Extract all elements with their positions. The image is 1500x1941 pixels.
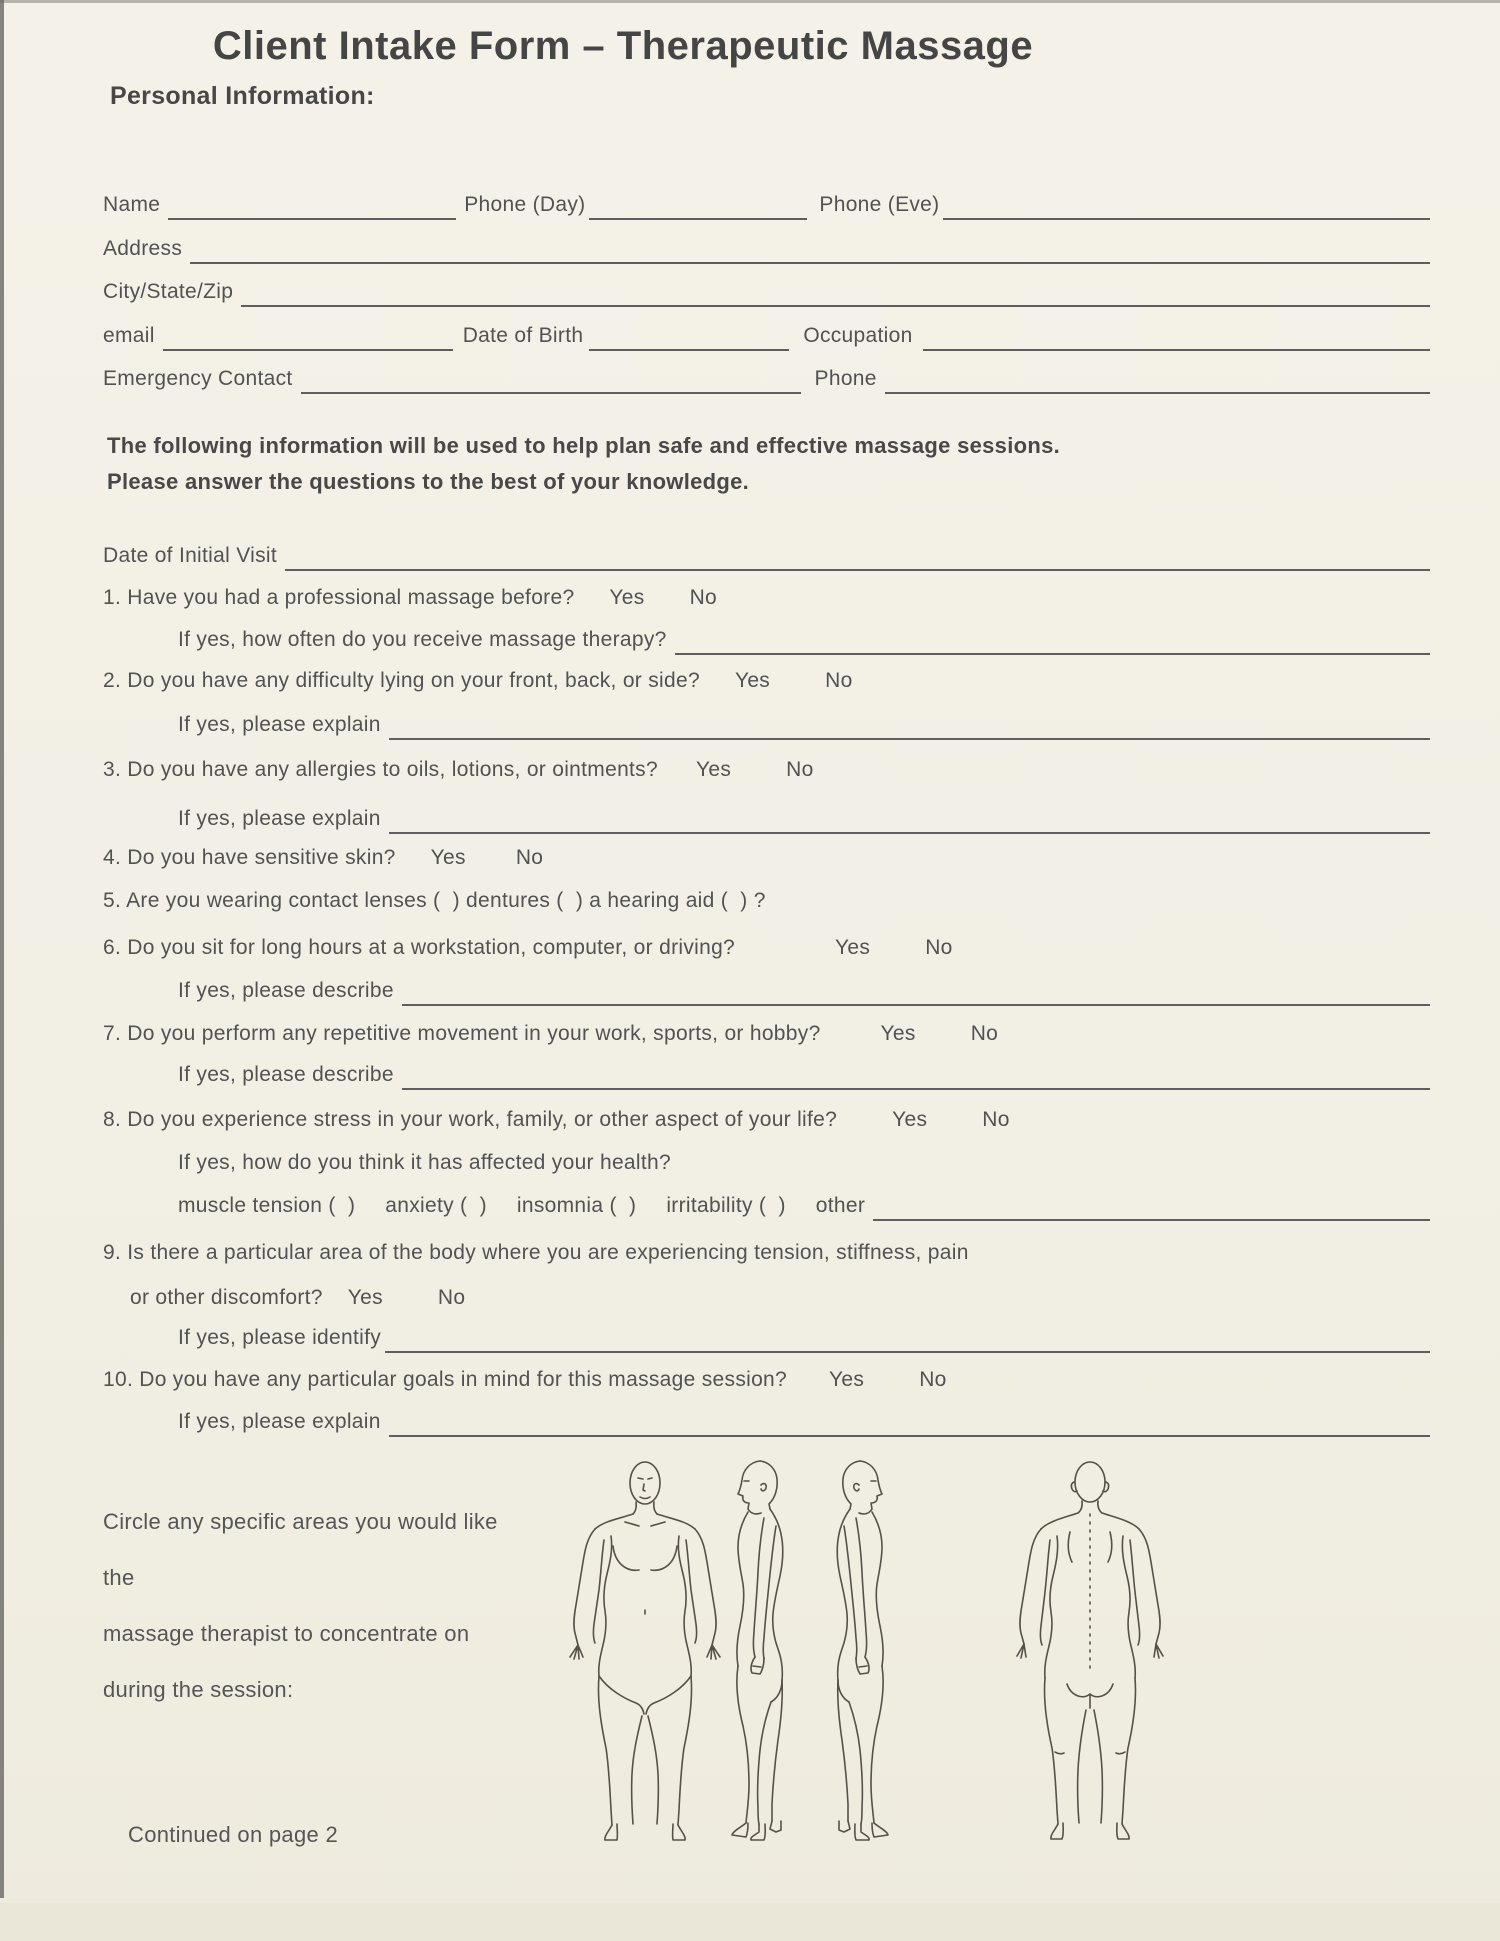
initial-visit-label: Date of Initial Visit bbox=[103, 544, 277, 567]
phone-eve-label: Phone (Eve) bbox=[819, 193, 940, 216]
q6-yes-option[interactable]: Yes bbox=[835, 936, 871, 959]
occupation-label: Occupation bbox=[803, 324, 913, 347]
field-row-email-dob-occupation bbox=[103, 323, 1430, 353]
email-label: email bbox=[103, 324, 155, 347]
q10-followup-line[interactable] bbox=[389, 1435, 1430, 1437]
page-title: Client Intake Form – Therapeutic Massage bbox=[212, 24, 1034, 68]
field-row-address bbox=[103, 236, 1430, 266]
q1-followup-line[interactable] bbox=[675, 653, 1430, 655]
emergency-phone-label: Phone bbox=[814, 367, 877, 390]
field-row-city-state-zip bbox=[103, 279, 1430, 309]
intro-line-1: The following information will be used to help plan safe and effective massage sessions. bbox=[107, 433, 1061, 458]
q6-followup-label: If yes, please describe bbox=[178, 979, 394, 1002]
q8-no-option[interactable]: No bbox=[982, 1108, 1010, 1131]
city-state-zip-label: City/State/Zip bbox=[103, 280, 234, 303]
q7-followup-label: If yes, please describe bbox=[178, 1063, 394, 1086]
question-4-row bbox=[103, 845, 1430, 875]
occupation-field-line[interactable] bbox=[923, 349, 1430, 351]
body-chart-instruction-line-2: massage therapist to concentrate on bbox=[103, 1621, 470, 1646]
q8-followup-label: If yes, how do you think it has affected your health? bbox=[178, 1151, 671, 1174]
right-profile-figure[interactable] bbox=[837, 1461, 888, 1840]
q8-option-other-label: other bbox=[815, 1194, 866, 1217]
city-state-zip-field-line[interactable] bbox=[241, 305, 1430, 307]
body-chart-instruction-line-1: Circle any specific areas you would like the bbox=[103, 1509, 498, 1590]
question-4-text: 4. Do you have sensitive skin? bbox=[103, 846, 396, 869]
emergency-contact-label: Emergency Contact bbox=[103, 367, 293, 390]
q10-yes-option[interactable]: Yes bbox=[829, 1368, 865, 1391]
q1-no-option[interactable]: No bbox=[689, 586, 718, 609]
question-2-followup-row bbox=[178, 712, 1430, 742]
question-5-row bbox=[103, 888, 1430, 918]
question-7-text: 7. Do you perform any repetitive movement in your work, sports, or hobby? bbox=[103, 1022, 821, 1045]
question-9-row bbox=[103, 1240, 1430, 1270]
q1-yes-option[interactable]: Yes bbox=[609, 586, 645, 609]
left-profile-figure[interactable] bbox=[732, 1461, 783, 1840]
q1-followup-label: If yes, how often do you receive massage therapy? bbox=[178, 628, 667, 651]
question-6-text: 6. Do you sit for long hours at a workstation, computer, or driving? bbox=[103, 936, 736, 959]
intro-paragraph bbox=[107, 428, 1107, 500]
phone-eve-field-line[interactable] bbox=[943, 218, 1430, 220]
question-10-row bbox=[103, 1367, 1430, 1397]
q2-no-option[interactable]: No bbox=[825, 669, 853, 692]
q8-other-line[interactable] bbox=[873, 1219, 1430, 1221]
email-field-line[interactable] bbox=[163, 349, 453, 351]
q6-no-option[interactable]: No bbox=[925, 936, 953, 959]
address-label: Address bbox=[103, 237, 183, 260]
q8-option-insomnia[interactable]: insomnia ( ) bbox=[516, 1194, 637, 1217]
question-10-text: 10. Do you have any particular goals in mind for this massage session? bbox=[103, 1368, 788, 1391]
q2-yes-option[interactable]: Yes bbox=[734, 669, 771, 692]
body-diagram[interactable] bbox=[455, 1452, 1185, 1852]
question-9-text-2: or other discomfort? bbox=[130, 1286, 323, 1309]
q8-option-anxiety[interactable]: anxiety ( ) bbox=[385, 1194, 487, 1217]
emergency-contact-field-line[interactable] bbox=[301, 392, 801, 394]
q7-followup-line[interactable] bbox=[402, 1088, 1430, 1090]
q9-no-option[interactable]: No bbox=[437, 1286, 466, 1309]
question-3-text: 3. Do you have any allergies to oils, lotions, or ointments? bbox=[103, 758, 658, 781]
q2-followup-line[interactable] bbox=[389, 738, 1430, 740]
date-of-birth-label: Date of Birth bbox=[462, 324, 584, 347]
address-field-line[interactable] bbox=[190, 262, 1430, 264]
q7-yes-option[interactable]: Yes bbox=[880, 1022, 916, 1045]
q8-option-muscle-tension[interactable]: muscle tension ( ) bbox=[178, 1194, 356, 1217]
field-row-initial-visit bbox=[103, 543, 1430, 573]
question-9-followup-row bbox=[178, 1325, 1430, 1355]
question-1-followup-row bbox=[178, 627, 1430, 657]
field-row-emergency-contact bbox=[103, 366, 1430, 396]
q10-followup-label: If yes, please explain bbox=[178, 1410, 381, 1433]
q2-followup-label: If yes, please explain bbox=[178, 713, 381, 736]
q3-followup-label: If yes, please explain bbox=[178, 807, 381, 830]
q3-followup-line[interactable] bbox=[389, 832, 1430, 834]
question-10-followup-row bbox=[178, 1409, 1430, 1439]
question-8-row bbox=[103, 1107, 1430, 1137]
q8-yes-option[interactable]: Yes bbox=[892, 1108, 928, 1131]
emergency-phone-field-line[interactable] bbox=[885, 392, 1430, 394]
question-6-row bbox=[103, 935, 1430, 965]
q10-no-option[interactable]: No bbox=[919, 1368, 947, 1391]
question-7-followup-row bbox=[178, 1062, 1430, 1092]
name-field-line[interactable] bbox=[168, 218, 456, 220]
scan-left-edge bbox=[0, 0, 4, 1898]
q9-followup-label: If yes, please identify bbox=[178, 1326, 382, 1349]
question-5-text[interactable]: 5. Are you wearing contact lenses ( ) dentures ( ) a hearing aid ( ) ? bbox=[103, 889, 766, 912]
question-1-text: 1. Have you had a professional massage before? bbox=[103, 586, 575, 609]
question-9-text: 9. Is there a particular area of the body where you are experiencing tension, stiffness, pain bbox=[103, 1241, 969, 1264]
question-8-text: 8. Do you experience stress in your work, family, or other aspect of your life? bbox=[103, 1108, 838, 1131]
back-view-figure[interactable] bbox=[1017, 1462, 1163, 1839]
phone-day-label: Phone (Day) bbox=[464, 193, 586, 216]
q8-option-irritability[interactable]: irritability ( ) bbox=[666, 1194, 786, 1217]
name-label: Name bbox=[103, 193, 161, 216]
initial-visit-field-line[interactable] bbox=[285, 569, 1430, 571]
q9-followup-line[interactable] bbox=[385, 1351, 1430, 1353]
question-3-followup-row bbox=[178, 806, 1430, 836]
q6-followup-line[interactable] bbox=[402, 1004, 1430, 1006]
q4-yes-option[interactable]: Yes bbox=[430, 846, 466, 869]
q4-no-option[interactable]: No bbox=[515, 846, 544, 869]
scan-top-edge bbox=[0, 0, 1500, 3]
question-8-options-row bbox=[178, 1193, 1430, 1223]
scan-bottom-edge bbox=[0, 1903, 1500, 1941]
question-9-row-2 bbox=[130, 1285, 1430, 1315]
body-chart-instruction-line-3: during the session: bbox=[103, 1677, 294, 1702]
question-3-row bbox=[103, 757, 1430, 787]
question-1-row bbox=[103, 585, 1430, 615]
q3-no-option[interactable]: No bbox=[786, 758, 814, 781]
phone-day-field-line[interactable] bbox=[589, 218, 807, 220]
section-heading-personal-information: Personal Information: bbox=[110, 82, 375, 110]
question-7-row bbox=[103, 1021, 1430, 1051]
q3-yes-option[interactable]: Yes bbox=[695, 758, 732, 781]
question-2-row bbox=[103, 668, 1430, 698]
front-view-figure[interactable] bbox=[570, 1462, 720, 1840]
q7-no-option[interactable]: No bbox=[970, 1022, 999, 1045]
q9-yes-option[interactable]: Yes bbox=[347, 1286, 383, 1309]
field-row-name-phones bbox=[103, 192, 1430, 222]
question-6-followup-row bbox=[178, 978, 1430, 1008]
question-2-text: 2. Do you have any difficulty lying on your front, back, or side? bbox=[103, 669, 700, 692]
question-8-followup-row bbox=[178, 1150, 1430, 1180]
continued-on-page-2-note: Continued on page 2 bbox=[128, 1822, 338, 1847]
date-of-birth-field-line[interactable] bbox=[589, 349, 789, 351]
intro-line-2: Please answer the questions to the best of your knowledge. bbox=[107, 469, 750, 494]
